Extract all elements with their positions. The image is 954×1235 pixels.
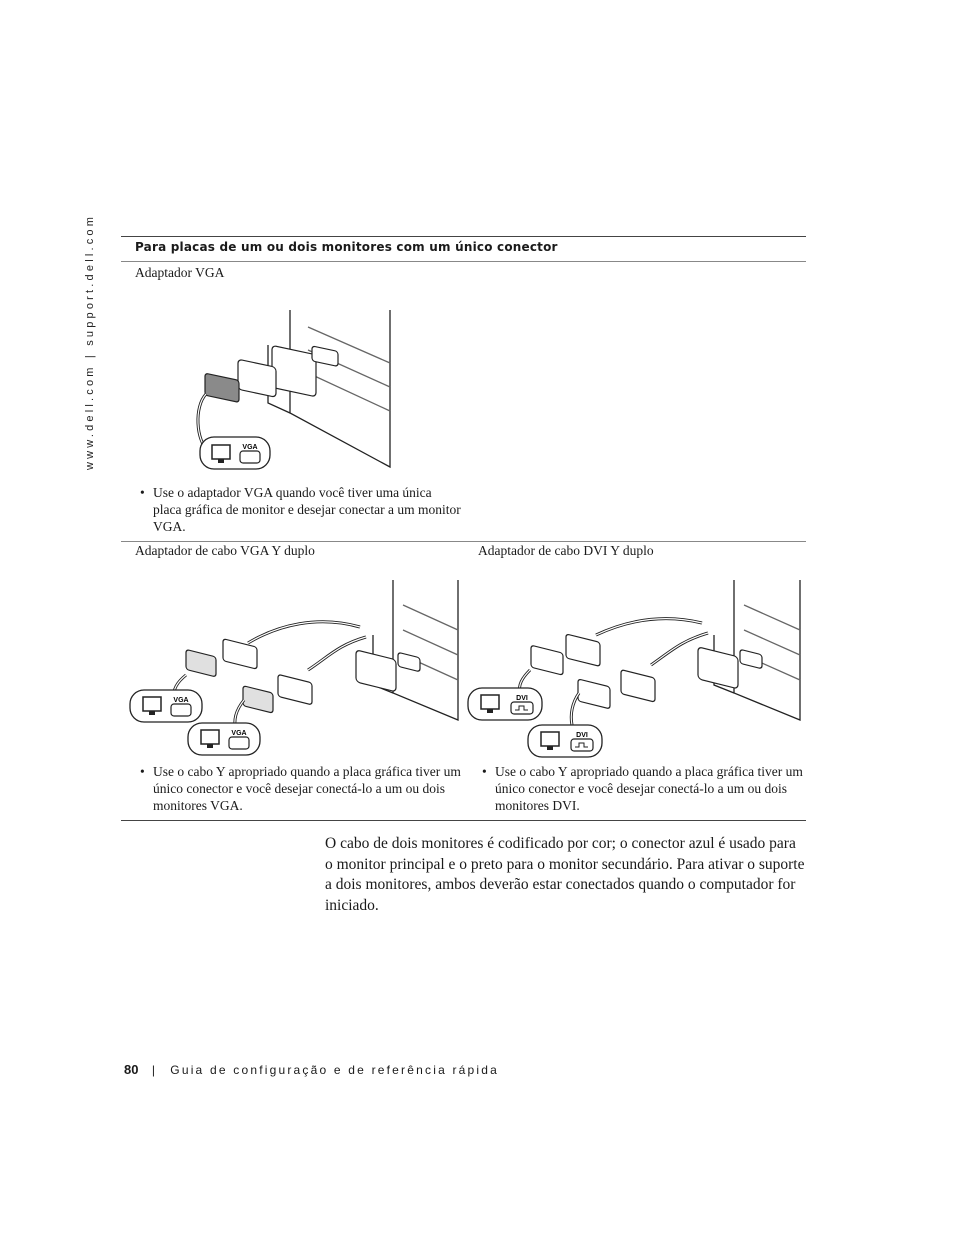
bullet-dot: • — [140, 485, 145, 500]
dual-vga-port-badge-2 — [188, 723, 260, 755]
dual-dvi-bullet — [482, 763, 805, 814]
footer-title: Guia de configuração e de referência rápida — [170, 1063, 500, 1077]
table-heading: Para placas de um ou dois monitores com um único conector — [135, 240, 558, 254]
page-footer — [124, 1062, 499, 1077]
dual-vga-bullet-text: Use o cabo Y apropriado quando a placa gráfica tiver um único conector e você desejar conectá-lo a um ou dois monitores VGA. — [153, 764, 461, 813]
dual-dvi-label: Adaptador de cabo DVI Y duplo — [478, 543, 654, 558]
body-paragraph: O cabo de dois monitores é codificado por cor; o conector azul é usado para o monitor principal e o preto para o monitor secundário. Para ativar o suporte a dois monitores, ambos deverão estar conectados quando o computador for iniciado. — [325, 835, 805, 914]
dual-dvi-port-label-1: DVI — [516, 695, 528, 702]
dual-dvi-port-badge-1 — [468, 688, 542, 720]
table-top-rule — [121, 236, 806, 237]
table-bottom-rule — [121, 820, 806, 821]
vga-adapter-label: Adaptador VGA — [135, 265, 225, 280]
vga-adapter-illustration — [190, 305, 400, 475]
dual-dvi-port-badge-2 — [528, 725, 602, 757]
vga-adapter-bullet — [140, 484, 463, 535]
bullet-dot: • — [482, 764, 487, 779]
table-heading-rule — [121, 261, 806, 262]
dual-vga-port-badge-1 — [130, 690, 202, 722]
dual-vga-port-label-2: VGA — [231, 730, 247, 737]
dual-dvi-port-label-2: DVI — [576, 732, 588, 739]
bullet-dot: • — [140, 764, 145, 779]
dual-vga-illustration — [128, 575, 463, 760]
vga-port-badge — [200, 437, 270, 469]
dual-vga-bullet — [140, 763, 463, 814]
dual-dvi-bullet-text: Use o cabo Y apropriado quando a placa gráfica tiver um único conector e você desejar conectá-lo a um ou dois monitores DVI. — [495, 764, 803, 813]
dual-vga-port-label-1: VGA — [173, 697, 189, 704]
dual-dvi-illustration — [466, 575, 806, 760]
vga-port-label: VGA — [242, 444, 258, 451]
dual-vga-label: Adaptador de cabo VGA Y duplo — [135, 543, 315, 558]
table-middle-rule — [121, 541, 806, 542]
side-url: www.dell.com | support.dell.com — [84, 213, 96, 470]
vga-adapter-bullet-text: Use o adaptador VGA quando você tiver uma única placa gráfica de monitor e desejar conectar a um monitor VGA. — [153, 485, 461, 534]
footer-separator: | — [151, 1063, 155, 1077]
page-number: 80 — [124, 1062, 139, 1077]
